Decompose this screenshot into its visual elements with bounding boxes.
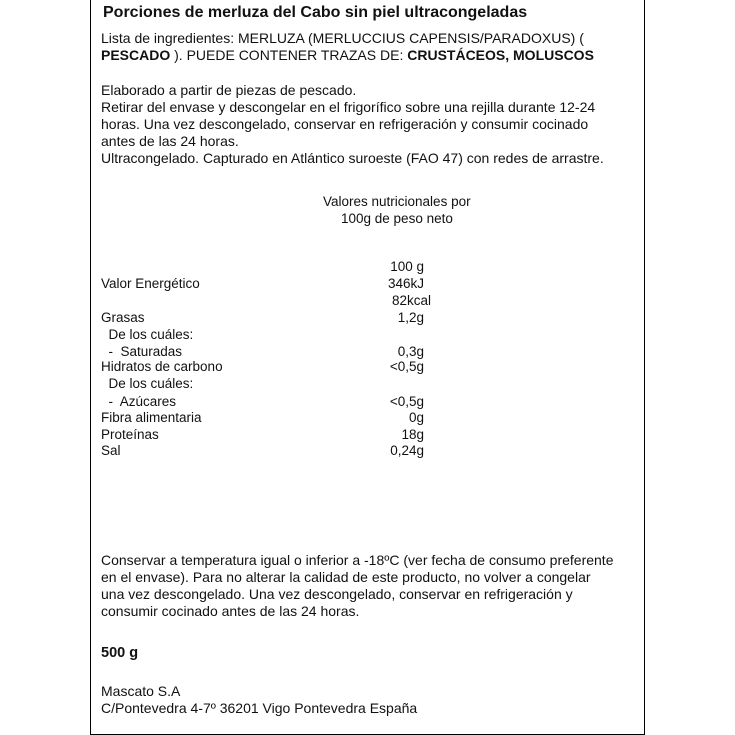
storage-line-3: una vez descongelado. Una vez descongelado, conservar en refrigeración y (101, 586, 573, 602)
storage-line-2: en el envase). Para no alterar la calidad de este producto, no volver a congelar (101, 569, 591, 585)
nutrition-row-name: Hidratos de carbono (101, 359, 223, 374)
allergen-traces: CRUSTÁCEOS, MOLUSCOS (407, 47, 594, 63)
nutrition-row-value: 0,24g (390, 443, 424, 458)
nutrition-row-name: De los cuáles: (101, 376, 194, 391)
product-title: Porciones de merluza del Cabo sin piel ultracongeladas (103, 4, 528, 21)
nutrition-row-name: Valor Energético (101, 276, 200, 291)
nutrition-row-value: 346kJ (387, 276, 424, 291)
nutrition-row-name: De los cuáles: (101, 327, 194, 342)
nutrition-row-name: Sal (101, 443, 121, 458)
ingredients-traces-text: ). PUEDE CONTENER TRAZAS DE: (170, 47, 408, 63)
nutrition-row-value: <0,5g (389, 359, 424, 374)
company-name: Mascato S.A (101, 683, 181, 699)
company-address: C/Pontevedra 4-7º 36201 Vigo Pontevedra España (101, 700, 418, 716)
instructions-line-3: antes de las 24 horas. (101, 133, 239, 149)
nutrition-row-value: 18g (401, 427, 424, 442)
ingredients-line-1: Lista de ingredientes: MERLUZA (MERLUCCIUS CAPENSIS/PARADOXUS) ( (101, 30, 584, 46)
storage-line-4: consumir cocinado antes de las 24 horas. (101, 603, 360, 619)
nutrition-row-name: - Azúcares (101, 394, 177, 409)
product-label (90, 0, 645, 735)
instructions-line-1: Retirar del envase y descongelar en el frigorífico sobre una rejilla durante 12-24 (101, 99, 596, 115)
storage-line-1: Conservar a temperatura igual o inferior a -18ºC (ver fecha de consumo preferente (101, 552, 614, 568)
elaborado-text: Elaborado a partir de piezas de pescado. (101, 82, 357, 98)
nutrition-column-label: 100 g (390, 259, 424, 274)
nutrition-row-name: Grasas (101, 310, 145, 325)
nutrition-row-value: 0g (408, 410, 424, 425)
nutrition-header-1: Valores nutricionales por (323, 194, 471, 209)
ingredients-line-2 (101, 47, 594, 64)
allergen-pescado: PESCADO (101, 47, 171, 63)
origin-text: Ultracongelado. Capturado en Atlántico suroeste (FAO 47) con redes de arrastre. (101, 150, 604, 166)
instructions-line-2: horas. Una vez descongelado, conservar en refrigeración y consumir cocinado (101, 116, 589, 132)
nutrition-row-name: - Saturadas (101, 344, 183, 359)
nutrition-row-value: 1,2g (397, 310, 424, 325)
nutrition-row-value: <0,5g (389, 394, 424, 409)
nutrition-row-name: Fibra alimentaria (101, 410, 202, 425)
nutrition-row-value: 0,3g (397, 344, 424, 359)
nutrition-header-2: 100g de peso neto (341, 211, 453, 226)
nutrition-row-value: 82kcal (391, 293, 431, 308)
nutrition-row-name: Proteínas (101, 427, 159, 442)
net-weight: 500 g (101, 645, 139, 661)
